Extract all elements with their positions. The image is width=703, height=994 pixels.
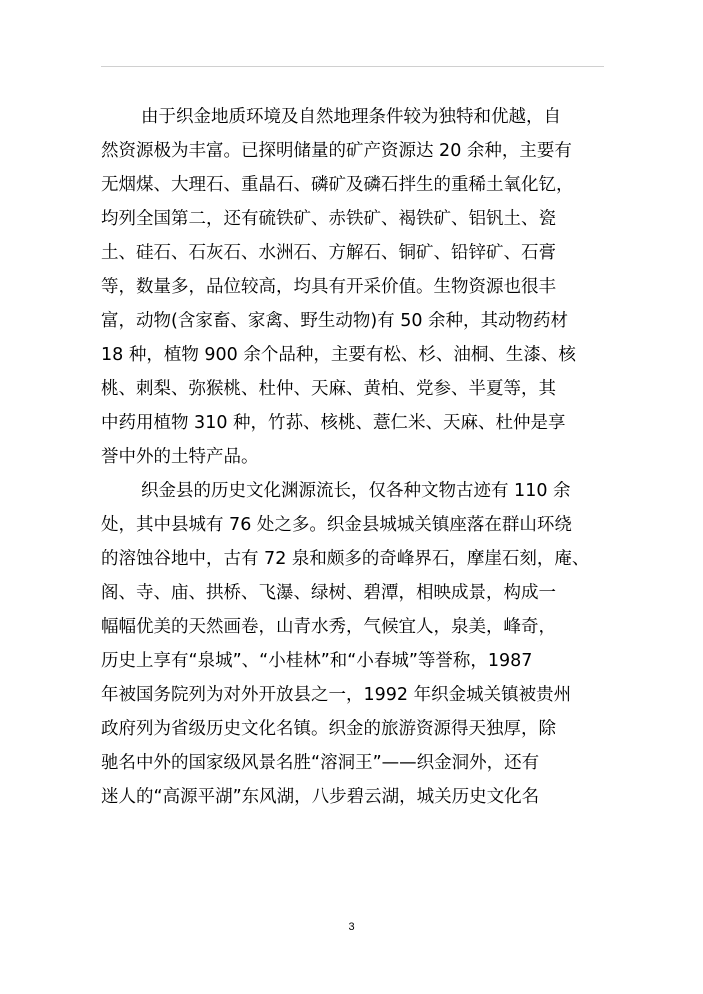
text-line: 年被国务院列为对外开放县之一，1992 年织金城关镇被贵州 [101,685,572,705]
page-number: 3 [348,921,355,933]
text-line: 然资源极为丰富。已探明储量的矿产资源达 20 余种，主要有 [101,141,572,161]
header-rule [101,66,604,67]
text-line: 中药用植物 310 种，竹荪、核桃、薏仁米、天麻、杜仲是享 [101,413,566,433]
text-line: 的溶蚀谷地中，古有 72 泉和颇多的奇峰界石，摩崖石刻，庵、 [101,549,590,569]
text-line: 迷人的“高源平湖”东风湖，八步碧云湖，城关历史文化名 [101,787,540,807]
text-line: 桃、刺梨、弥猴桃、杜仲、天麻、黄柏、党参、半夏等，其 [101,379,556,399]
text-line: 均列全国第二，还有硫铁矿、赤铁矿、褐铁矿、铝钒土、瓷 [101,209,556,229]
text-line: 政府列为省级历史文化名镇。织金的旅游资源得天独厚，除 [101,719,556,739]
text-line: 由于织金地质环境及自然地理条件较为独特和优越，自 [141,107,561,127]
body-text [101,100,604,814]
text-line: 处，其中县城有 76 处之多。织金县城城关镇座落在群山环绕 [101,515,572,535]
text-line: 阁、寺、庙、拱桥、飞瀑、绿树、碧潭，相映成景，构成一 [101,583,556,603]
text-line: 历史上享有“泉城”、“小桂林”和“小春城”等誉称，1987 [101,651,533,671]
text-line: 等，数量多，品位较高，均具有开采价值。生物资源也很丰 [101,277,556,297]
text-line: 18 种，植物 900 余个品种，主要有松、杉、油桐、生漆、核 [101,345,576,365]
paragraph-natural-resources [101,100,604,474]
paragraph-history-culture [101,474,604,814]
text-line: 驰名中外的国家级风景名胜“溶洞王”——织金洞外，还有 [101,753,540,773]
text-line: 誉中外的土特产品。 [101,447,259,467]
text-line: 织金县的历史文化渊源流长，仅各种文物古迹有 110 余 [141,481,571,501]
text-line: 富，动物(含家畜、家禽、野生动物)有 50 余种，其动物药材 [101,311,569,331]
text-line: 土、硅石、石灰石、水洲石、方解石、铜矿、铅锌矿、石膏 [101,243,556,263]
text-line: 幅幅优美的天然画卷，山青水秀，气候宜人，泉美，峰奇， [101,617,556,637]
text-line: 无烟煤、大理石、重晶石、磷矿及磷石拌生的重稀土氧化钇， [101,175,574,195]
